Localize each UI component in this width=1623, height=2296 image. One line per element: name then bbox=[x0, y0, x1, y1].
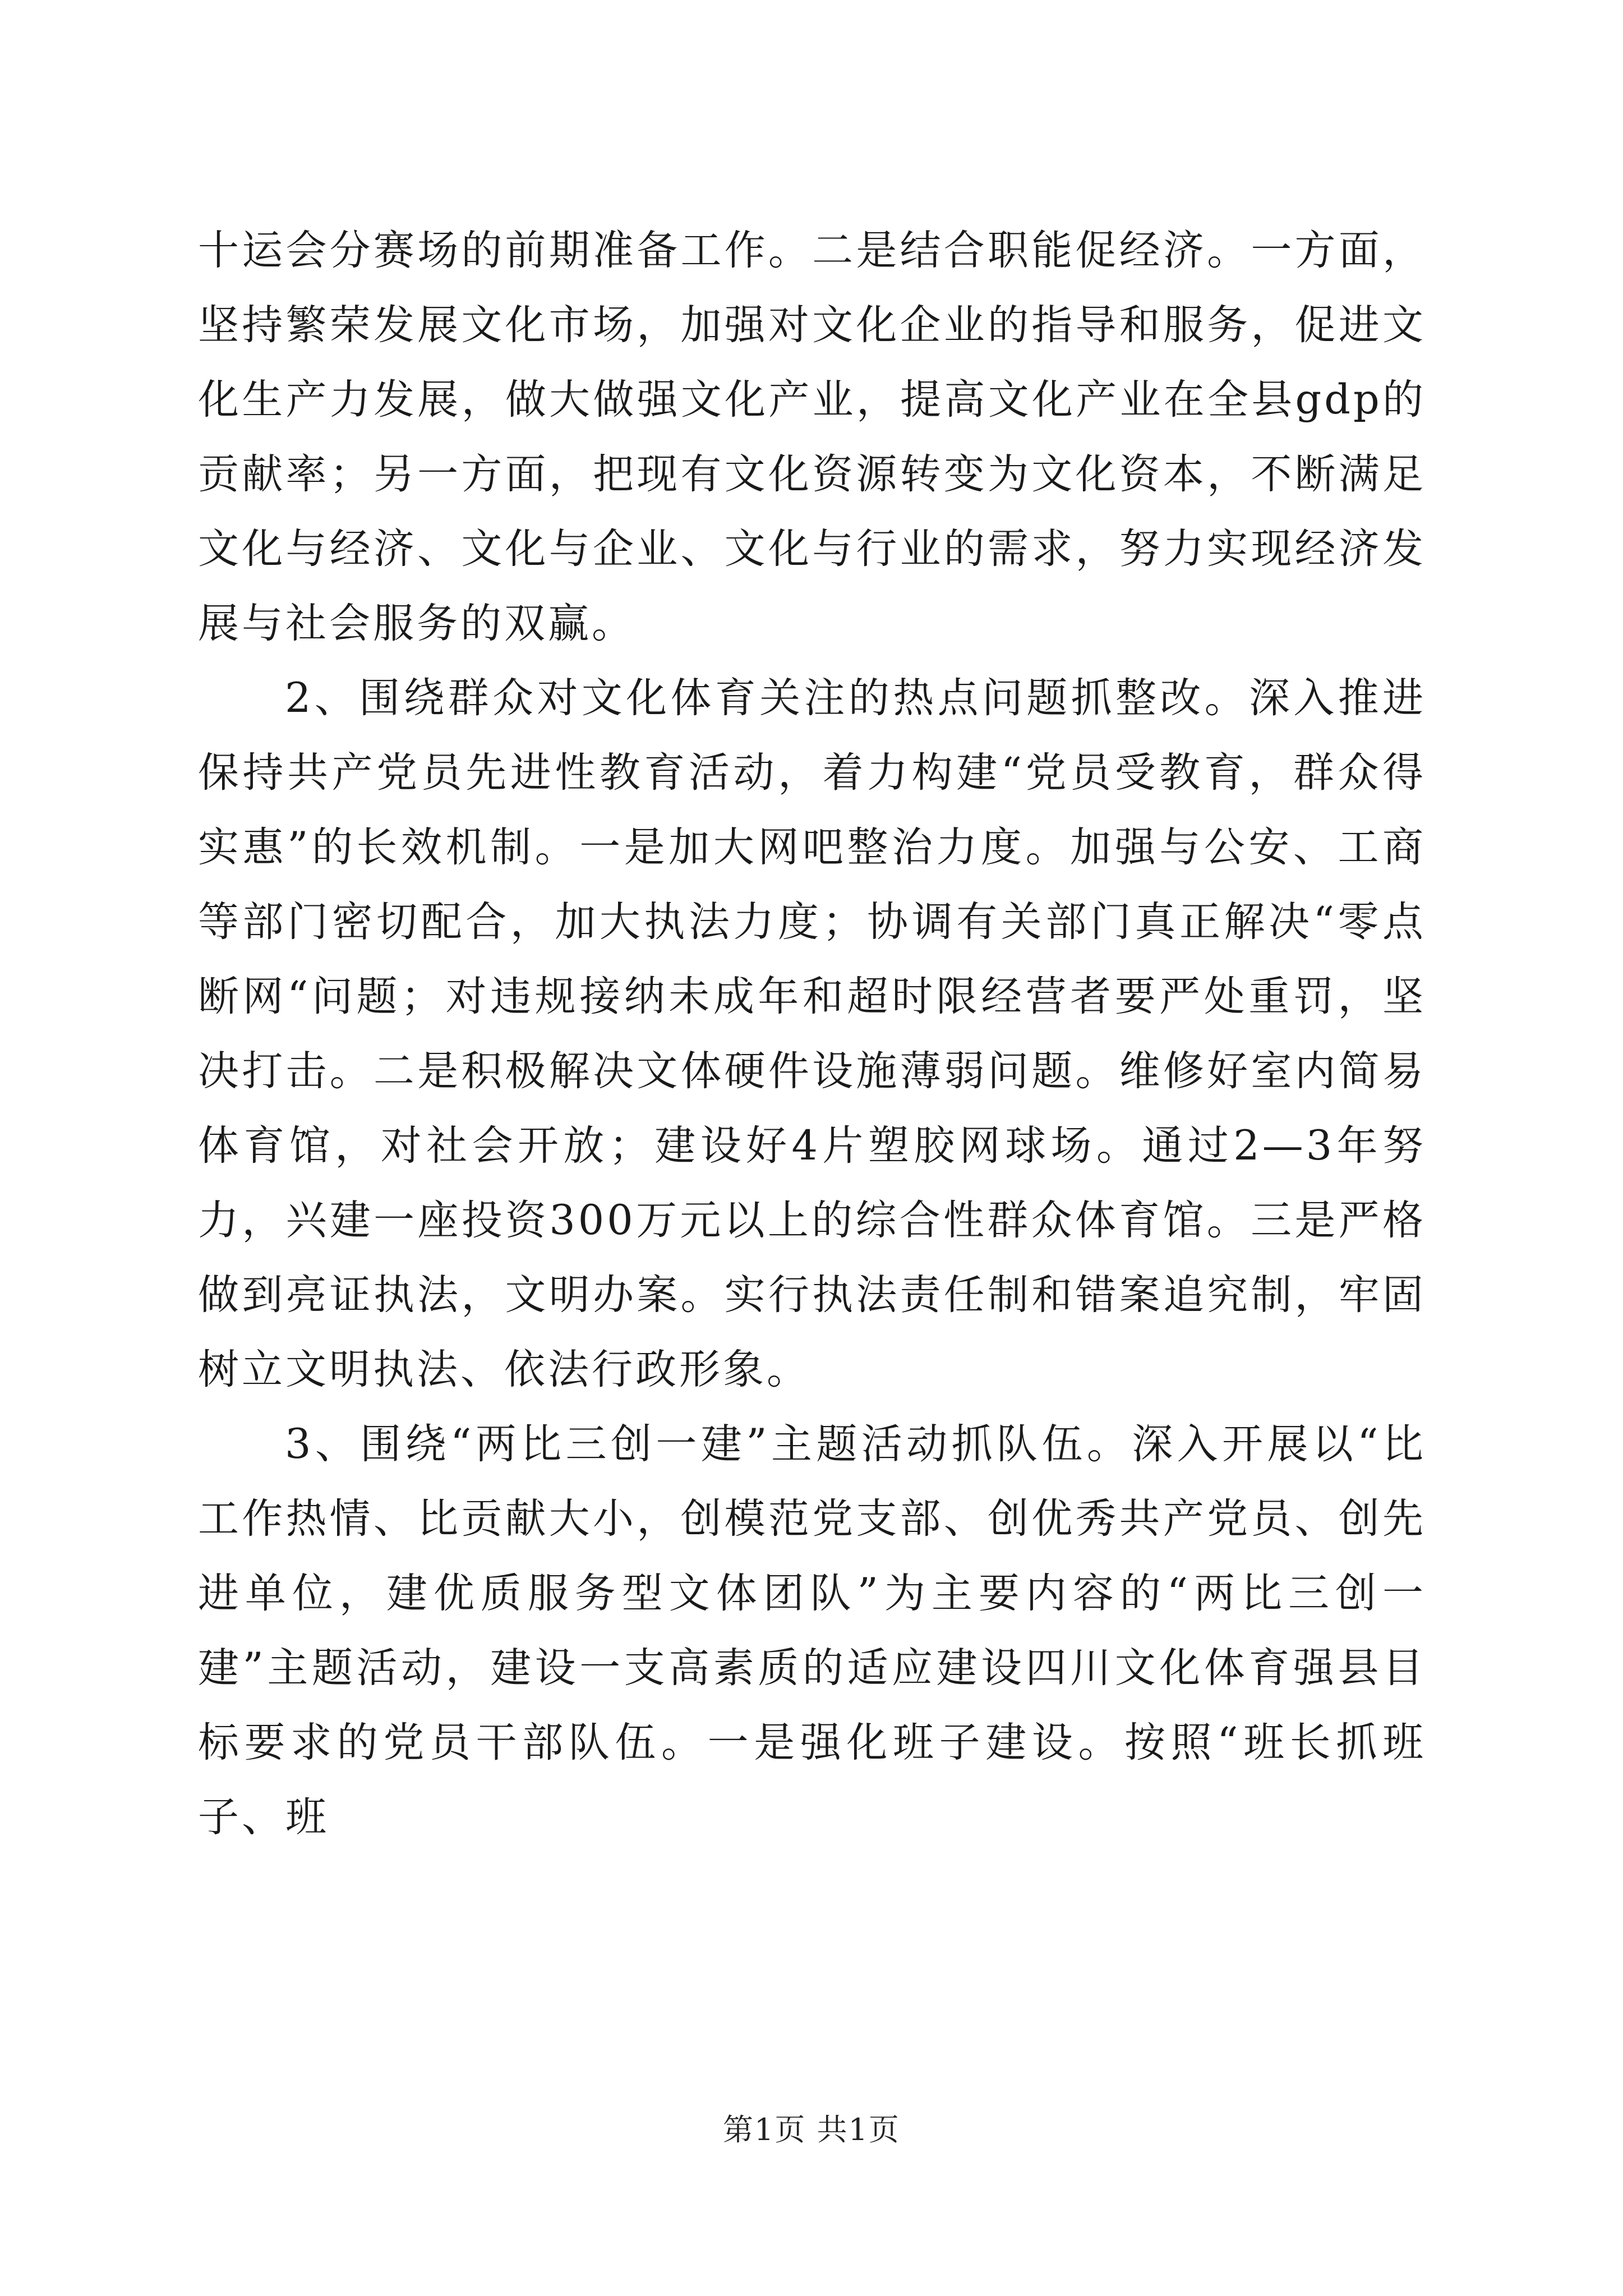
page-number-footer: 第1页 共1页 bbox=[723, 2112, 900, 2147]
document-body bbox=[198, 213, 1426, 1855]
paragraph-item-3: 3、围绕“两比三创一建”主题活动抓队伍。深入开展以“比工作热情、比贡献大小，创模范党支部、创优秀共产党员、创先进单位，建优质服务型文体团队”为主要内容的“两比三创一建”主题活动，建设一支高素质的适应建设四川文化体育强县目标要求的党员干部队伍。一是强化班子建设。按照“班长抓班子、班 bbox=[198, 1420, 1426, 1841]
paragraph-continuation: 十运会分赛场的前期准备工作。二是结合职能促经济。一方面，坚持繁荣发展文化市场，加强对文化企业的指导和服务，促进文化生产力发展，做大做强文化产业，提高文化产业在全县gdp的贡献率；另一方面，把现有文化资源转变为文化资本，不断满足文化与经济、文化与企业、文化与行业的需求，努力实现经济发展与社会服务的双赢。 bbox=[198, 227, 1426, 647]
paragraph-item-2: 2、围绕群众对文化体育关注的热点问题抓整改。深入推进保持共产党员先进性教育活动，着力构建“党员受教育，群众得实惠”的长效机制。一是加大网吧整治力度。加强与公安、工商等部门密切配合，加大执法力度；协调有关部门真正解决“零点断网“问题；对违规接纳未成年和超时限经营者要严处重罚，坚决打击。二是积极解决文体硬件设施薄弱问题。维修好室内简易体育馆，对社会开放；建设好4片塑胶网球场。通过2—3年努力，兴建一座投资300万元以上的综合性群众体育馆。三是严格做到亮证执法，文明办案。实行执法责任制和错案追究制，牢固树立文明执法、依法行政形象。 bbox=[198, 674, 1426, 1393]
